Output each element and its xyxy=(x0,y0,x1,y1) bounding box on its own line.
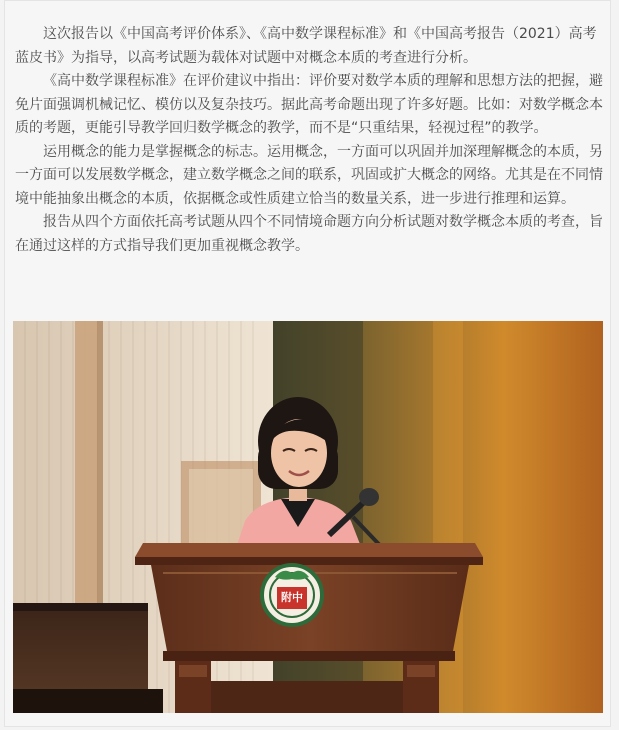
school-emblem-label: 附中 xyxy=(281,591,303,604)
article-page xyxy=(4,0,611,727)
paragraph-1: 这次报告以《中国高考评价体系》、《高中数学课程标准》和《中国高考报告（2021）高考蓝皮书》为指导，以高考试题为载体对试题中对概念本质的考查进行分析。 xyxy=(15,26,597,66)
paragraph-3: 运用概念的能力是掌握概念的标志。运用概念，一方面可以巩固并加深理解概念的本质，另一方面可以发展数学概念，建立数学概念之间的联系，巩固或扩大概念的网络。尤其是在不同情境中能抽象出概念的本质，依据概念或性质建立恰当的数量关系，进一步进行推理和运算。 xyxy=(15,143,603,207)
speaker-photo xyxy=(13,321,603,713)
speaker-photo-illustration xyxy=(13,321,603,713)
paragraph-2: 《高中数学课程标准》在评价建议中指出：评价要对数学本质的理解和思想方法的把握，避免片面强调机械记忆、模仿以及复杂技巧。据此高考命题出现了许多好题。比如：对数学概念本质的考题，更能引导教学回归数学概念的教学，而不是“只重结果，轻视过程”的教学。 xyxy=(15,73,603,136)
article-body xyxy=(15,23,605,258)
paragraph-4: 报告从四个方面依托高考试题从四个不同情境命题方向分析试题对数学概念本质的考查，旨在通过这样的方式指导我们更加重视概念教学。 xyxy=(15,214,603,254)
